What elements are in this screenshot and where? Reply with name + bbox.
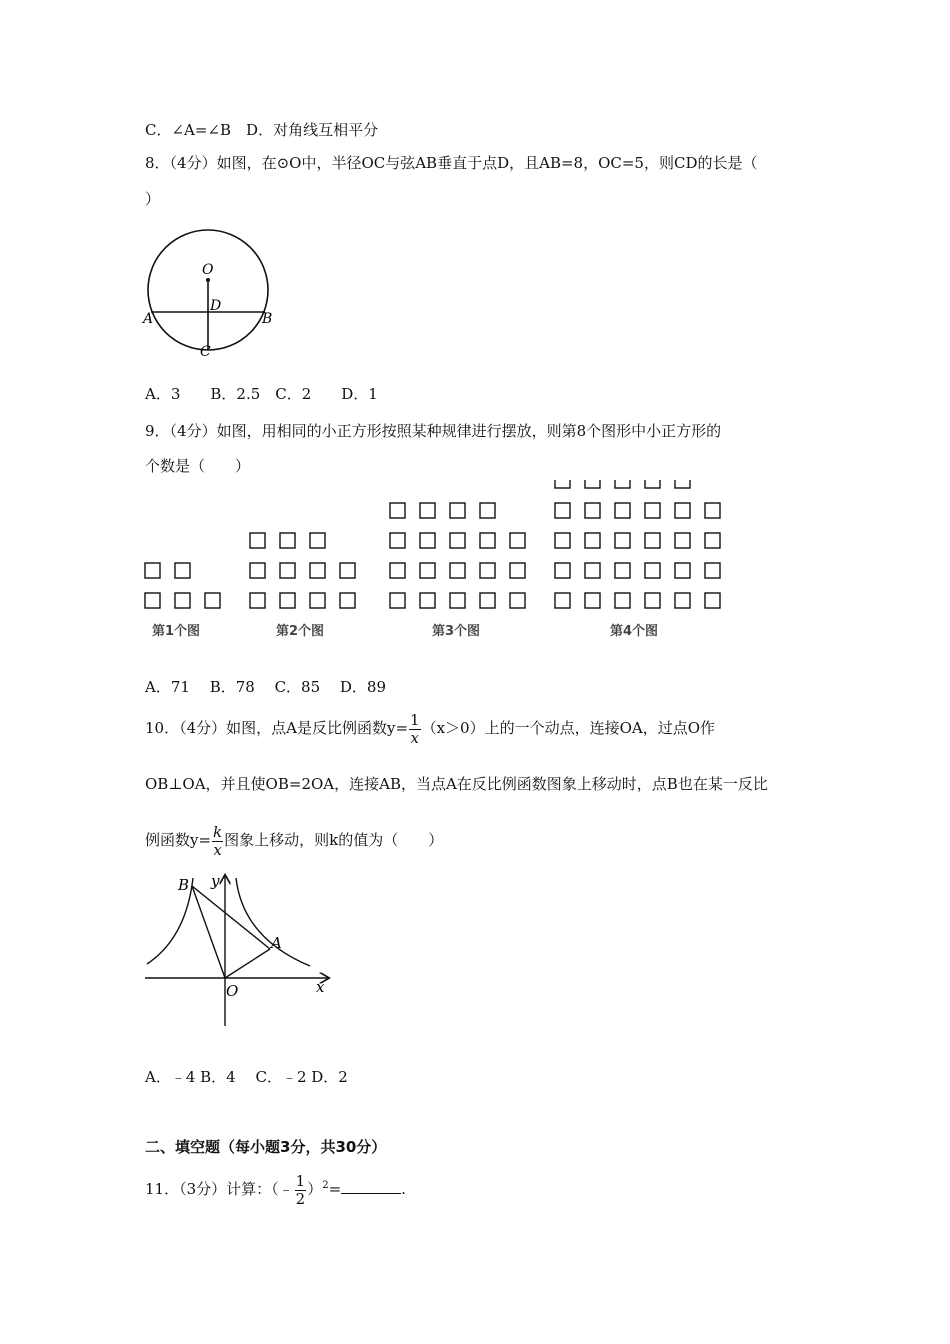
small-square (645, 480, 660, 488)
small-square (555, 480, 570, 488)
small-square (420, 533, 435, 548)
frac1-den: x (410, 728, 420, 747)
q11-frac-num: 1 (295, 1171, 306, 1190)
small-square (555, 593, 570, 608)
small-square (250, 563, 265, 578)
small-square (480, 503, 495, 518)
small-square (585, 533, 600, 548)
small-square (250, 593, 265, 608)
q8-circle-figure (140, 222, 285, 367)
small-square (585, 503, 600, 518)
q11-equals: = (328, 1180, 342, 1198)
curve-right (236, 878, 310, 966)
q10-text-b: （x＞0）上的一个动点，连接OA，过点O作 (421, 719, 715, 737)
q10-fraction-2 (212, 824, 223, 859)
small-square (645, 593, 660, 608)
small-square (615, 533, 630, 548)
caption-3: 第3个图 (432, 624, 481, 639)
small-square (675, 480, 690, 488)
q7-options: C．∠A=∠B D．对角线互相平分 (145, 121, 379, 139)
small-square (585, 480, 600, 488)
q10-text-a: 10．（4分）如图，点A是反比例函数y= (145, 719, 409, 737)
small-square (420, 563, 435, 578)
q11-text-a: 11．（3分）计算：（﹣ (145, 1180, 294, 1198)
small-square (280, 533, 295, 548)
small-square (705, 503, 720, 518)
q8-stem-end: ） (145, 190, 161, 208)
small-square (310, 533, 325, 548)
q9-stem: 9．（4分）如图，用相同的小正方形按照某种规律进行摆放，则第8个图形中小正方形的 (145, 422, 722, 440)
small-square (615, 563, 630, 578)
segment-oa (225, 949, 270, 978)
label-d: D (210, 298, 222, 314)
q11-fraction (295, 1173, 307, 1208)
q9-squares-figure (140, 480, 740, 645)
small-square (205, 593, 220, 608)
label-c: C (200, 344, 211, 360)
small-square (480, 563, 495, 578)
small-square (480, 533, 495, 548)
label-b: B (262, 311, 273, 327)
small-square (585, 593, 600, 608)
section-2-heading: 二、填空题（每小题3分，共30分） (145, 1138, 387, 1156)
small-square (390, 563, 405, 578)
q11-line (145, 1168, 406, 1208)
small-square (145, 563, 160, 578)
small-square (555, 503, 570, 518)
label-x: x (316, 978, 325, 996)
q10-text-d: 图象上移动，则k的值为（ ） (224, 831, 444, 849)
small-square (280, 593, 295, 608)
frac2-num: k (213, 822, 223, 841)
small-square (645, 533, 660, 548)
q10-options: A．﹣4 B．4 C．﹣2 D．2 (145, 1068, 348, 1086)
label-a: A (271, 934, 282, 952)
q9-options: A．71 B．78 C．85 D．89 (145, 678, 387, 696)
small-square (585, 563, 600, 578)
small-square (645, 563, 660, 578)
center-dot (206, 278, 210, 282)
small-square (510, 593, 525, 608)
small-square (420, 593, 435, 608)
small-square (390, 503, 405, 518)
small-square (145, 593, 160, 608)
small-square (705, 533, 720, 548)
q8-stem: 8．（4分）如图，在⊙O中，半径OC与弦AB垂直于点D，且AB=8，OC=5，则CD的长是（ (145, 154, 758, 172)
q11-answer-blank[interactable] (341, 1179, 401, 1194)
q10-line-1 (145, 710, 715, 747)
small-square (705, 593, 720, 608)
q10-fraction-1 (409, 712, 421, 747)
small-square (175, 593, 190, 608)
label-y: y (211, 872, 220, 890)
small-square (480, 593, 495, 608)
q9-stem-2: 个数是（ ） (145, 457, 251, 475)
small-square (675, 563, 690, 578)
small-square (675, 533, 690, 548)
small-square (280, 563, 295, 578)
small-square (310, 593, 325, 608)
small-square (675, 593, 690, 608)
small-square (250, 533, 265, 548)
q10-line-2: OB⊥OA，并且使OB=2OA，连接AB，当点A在反比例函数图象上移动时，点B也在某一反比 (145, 775, 768, 793)
label-o: O (226, 982, 239, 1000)
small-square (510, 563, 525, 578)
q11-exponent: 2 (322, 1180, 329, 1191)
small-square (555, 563, 570, 578)
small-square (615, 480, 630, 488)
q10-text-c: 例函数y= (145, 831, 212, 849)
q11-frac-den: 2 (295, 1189, 306, 1208)
small-square (645, 503, 660, 518)
small-square (340, 593, 355, 608)
frac1-num: 1 (410, 710, 420, 729)
small-square (510, 533, 525, 548)
q11-period: . (401, 1180, 406, 1198)
small-square (705, 563, 720, 578)
small-square (175, 563, 190, 578)
q8-options: A．3 B．2.5 C．2 D．1 (145, 385, 378, 403)
small-square (420, 503, 435, 518)
frac2-den: x (213, 840, 222, 859)
small-square (450, 563, 465, 578)
small-square (390, 533, 405, 548)
small-square (555, 533, 570, 548)
small-square (615, 503, 630, 518)
small-square (340, 563, 355, 578)
caption-4: 第4个图 (610, 624, 659, 639)
small-square (390, 593, 405, 608)
label-o: O (202, 262, 214, 278)
q10-graph-figure (140, 868, 340, 1028)
small-square (615, 593, 630, 608)
small-square (675, 503, 690, 518)
label-a: A (143, 311, 154, 327)
label-b: B (178, 876, 190, 894)
small-square (450, 533, 465, 548)
q10-line-3 (145, 822, 443, 859)
caption-2: 第2个图 (276, 624, 325, 639)
q11-text-b: ） (307, 1180, 323, 1198)
small-square (310, 563, 325, 578)
caption-1: 第1个图 (152, 624, 201, 639)
small-square (450, 503, 465, 518)
small-square (450, 593, 465, 608)
